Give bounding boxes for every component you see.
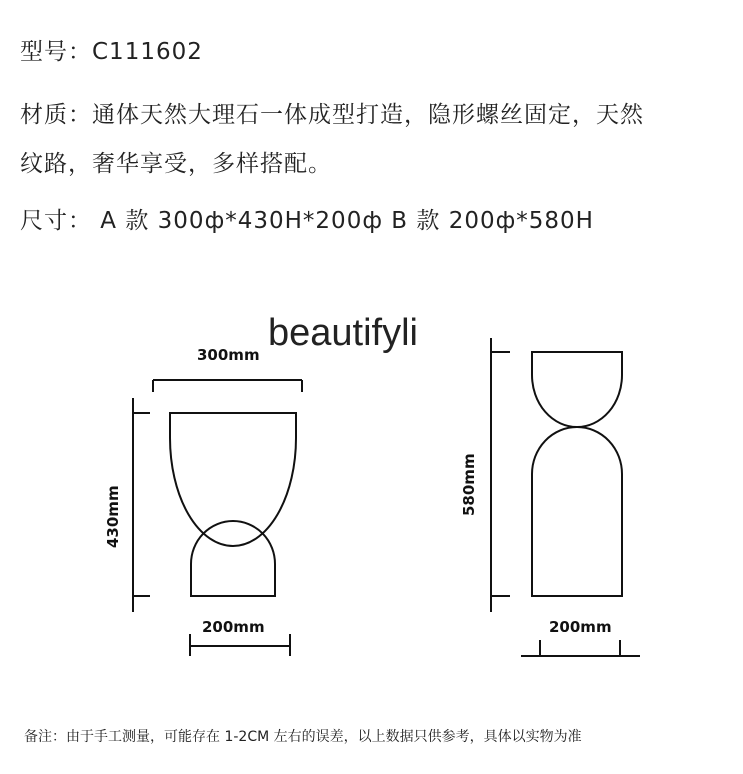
size-spec: 尺寸： A 款 300ф*430H*200ф B 款 200ф*580H — [20, 208, 594, 234]
a-top-width-label: 300mm — [197, 346, 260, 364]
a-bottom-dome — [191, 521, 275, 596]
b-top-bowl — [532, 352, 622, 427]
model-a-drawing — [133, 380, 302, 656]
model-number: 型号：C111602 — [20, 39, 203, 65]
material-description-line2: 纹路，奢华享受，多样搭配。 — [20, 151, 332, 177]
b-tall-body — [532, 427, 622, 596]
b-base-width-label: 200mm — [549, 618, 612, 636]
watermark: beautifyli — [268, 312, 418, 354]
a-base-width-label: 200mm — [202, 618, 265, 636]
b-height-label: 580mm — [460, 453, 478, 516]
a-height-label: 430mm — [104, 485, 122, 548]
footer-note: 备注：由于手工测量，可能存在 1-2CM 左右的误差，以上数据只供参考，具体以实物为准 — [24, 729, 582, 745]
material-description-line1: 材质：通体天然大理石一体成型打造，隐形螺丝固定，天然 — [20, 102, 644, 128]
a-top-bowl — [170, 413, 296, 546]
model-b-drawing — [491, 338, 640, 656]
